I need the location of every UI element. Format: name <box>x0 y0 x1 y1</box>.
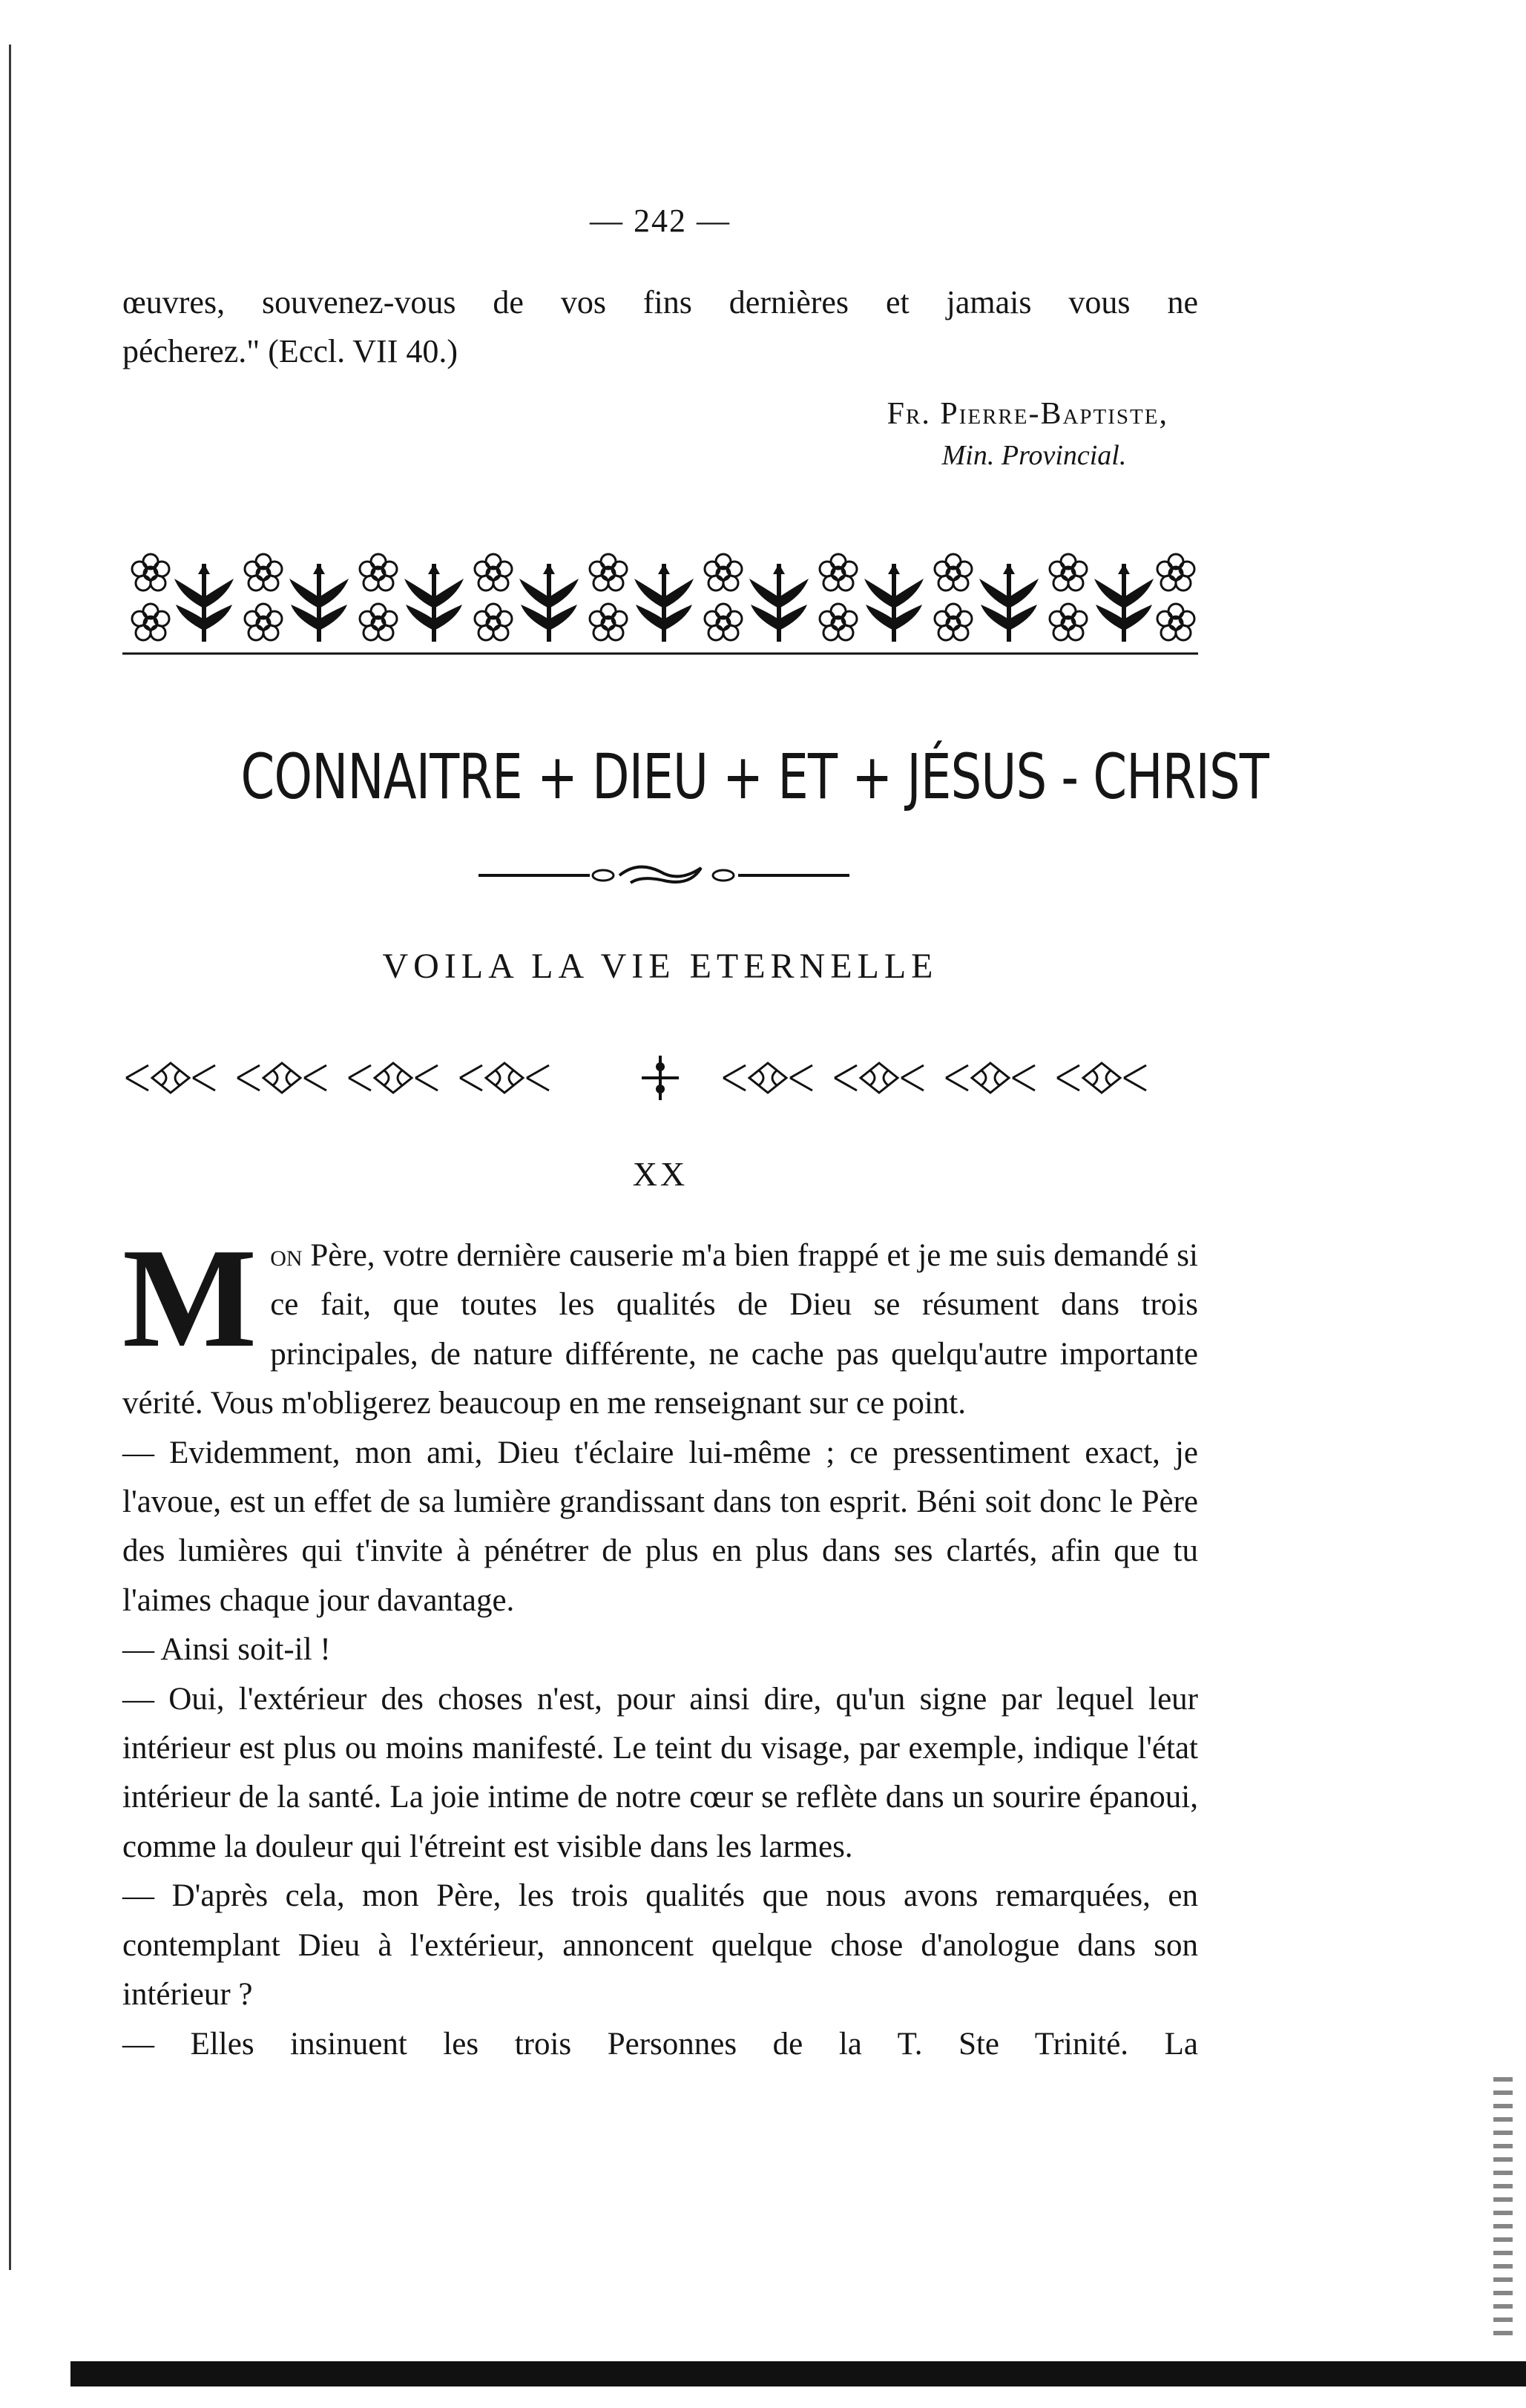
signature-name: Fr. Pierre-Baptiste, <box>887 397 1168 431</box>
paragraph-text: Père, votre dernière causerie m'a bien frappé et je me suis demandé si ce fait, que toutes les qualités de Dieu se résument dans trois principales, de nature différente, ne cache pas quelqu'autre importante vérité. Vous m'obligerez beaucoup en me renseignant sur ce point. <box>122 1238 1198 1421</box>
article-subtitle: VOILA LA VIE ETERNELLE <box>382 947 938 986</box>
signature-block <box>887 393 1168 476</box>
page-content <box>122 0 1269 2408</box>
article-body <box>122 1219 1198 2069</box>
flourish-graphic <box>478 861 849 890</box>
paragraph: — Elles insinuent les trois Personnes de la T. Ste Trinité. La <box>122 2026 1198 2062</box>
first-word-rest: on <box>270 1238 303 1273</box>
page-number: — 242 — <box>590 203 731 239</box>
paragraph: — Oui, l'extérieur des choses n'est, pour ainsi dire, qu'un signe par lequel leur intérieur est plus ou moins manifesté. Le teint du visage, par exemple, indique l'état intérieur de la santé. La joie intime de notre cœur se reflète dans un sourire épanoui, comme la douleur qui l'étreint est visible dans les larmes. <box>122 1681 1198 1864</box>
drop-cap-letter: M <box>122 1219 257 1377</box>
previous-article-ending <box>122 278 1198 376</box>
paragraph <box>122 1219 1198 1429</box>
article-title: CONNAITRE + DIEU + ET + JÉSUS - CHRIST <box>240 740 1269 813</box>
scan-bottom-edge <box>70 2361 1526 2386</box>
signature-title: Min. Provincial. <box>941 440 1127 471</box>
floral-border-graphic <box>122 545 1198 657</box>
paragraph: — D'après cela, mon Père, les trois qualités que nous avons remarquées, en contemplant Dieu à l'extérieur, annoncent quelque chose d'anologue dans son intérieur ? <box>122 1878 1198 2013</box>
text-line: œuvres, souvenez-vous de vos fins dernières et jamais vous ne <box>122 284 1198 320</box>
chapter-number: XX <box>632 1155 688 1193</box>
flower-row <box>132 554 1194 642</box>
page-edge-line <box>9 45 11 2270</box>
title-flourish-ornament <box>478 861 849 890</box>
text-line: pécherez." (Eccl. VII 40.) <box>122 333 458 369</box>
scan-margin-artifact <box>1493 2077 1513 2344</box>
knot-border-graphic <box>122 1052 1198 1104</box>
floral-ornament-border <box>122 545 1198 657</box>
paragraph: — Evidemment, mon ami, Dieu t'éclaire lui-même ; ce pressentiment exact, je l'avoue, est un effet de sa lumière grandissant dans ton esprit. Béni soit donc le Père des lumières qui t'invite à pénétrer de plus en plus dans ses clartés, afin que tu l'aimes chaque jour davantage. <box>122 1435 1198 1618</box>
paragraph: — Ainsi soit-il ! <box>122 1632 331 1668</box>
knot-ornament-border <box>122 1052 1198 1104</box>
